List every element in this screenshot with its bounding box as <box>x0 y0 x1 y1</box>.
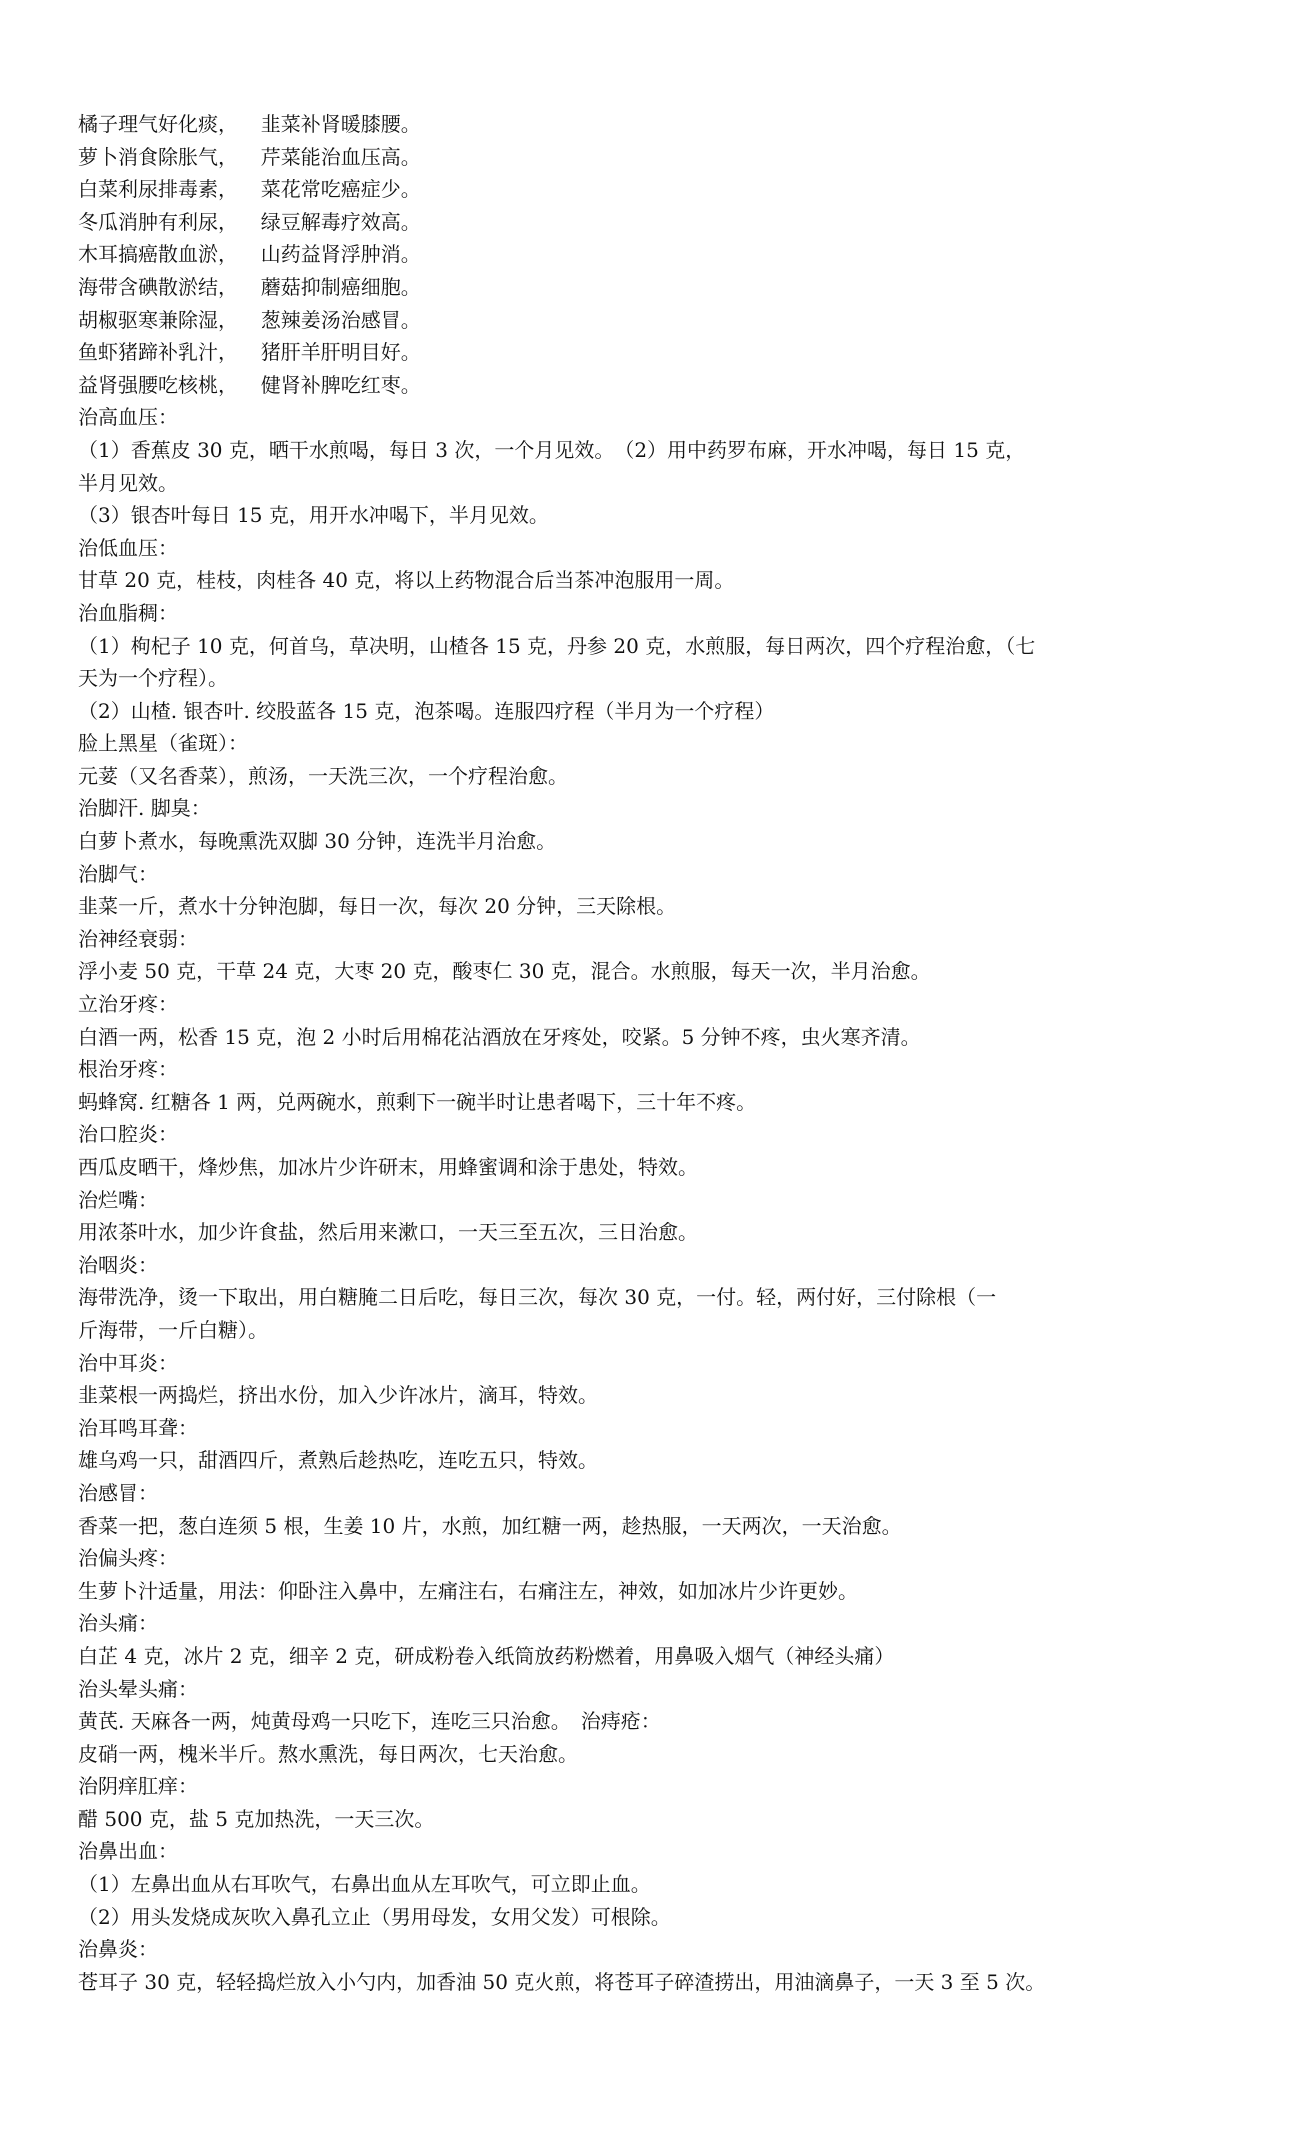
text-line: 西瓜皮晒干，烽炒焦，加冰片少许研末，用蜂蜜调和涂于患处，特效。 <box>78 1155 698 1179</box>
text-line: 治低血压： <box>78 535 178 560</box>
text-line: 脸上黑星（雀斑）： <box>78 731 248 756</box>
document-body <box>78 108 1238 1998</box>
text-line: 黄芪. 天麻各一两，炖黄母鸡一只吃下，连吃三只治愈。 治痔疮： <box>78 1709 661 1734</box>
text-line: 治口腔炎： <box>78 1122 178 1147</box>
text-line: 治感冒： <box>78 1480 158 1505</box>
text-line: 白萝卜煮水，每晚熏洗双脚 30 分钟，连洗半月治愈。 <box>78 829 557 854</box>
text-line: （1）左鼻出血从右耳吹气，右鼻出血从左耳吹气，可立即止血。 <box>78 1872 651 1897</box>
text-line: 治头痛： <box>78 1611 158 1636</box>
text-line: 立治牙疼： <box>78 992 178 1017</box>
text-line: 木耳搞癌散血淤， 山药益肾浮肿消。 <box>78 242 421 267</box>
text-line: 鱼虾猪蹄补乳汁， 猪肝羊肝明目好。 <box>78 340 421 365</box>
text-line: 韭菜根一两捣烂，挤出水份，加入少许冰片，滴耳，特效。 <box>78 1383 598 1408</box>
text-line: 治脚气： <box>78 861 158 886</box>
text-line: 根治牙疼： <box>78 1057 178 1082</box>
text-line: 白菜利尿排毒素， 菜花常吃癌症少。 <box>78 177 421 202</box>
text-line: 海带含碘散淤结， 蘑菇抑制癌细胞。 <box>78 274 421 299</box>
text-line: 治鼻出血： <box>78 1839 178 1864</box>
text-line: 白芷 4 克，冰片 2 克，细辛 2 克，研成粉卷入纸筒放药粉燃着，用鼻吸入烟气（神经头痛） <box>78 1643 895 1668</box>
text-line: （1）香蕉皮 30 克，晒干水煎喝，每日 3 次，一个月见效。 （2）用中药罗布麻，开水冲喝，每日 15 克， <box>78 437 1026 462</box>
text-line: 半月见效。 <box>78 470 178 495</box>
text-line: 天为一个疗程）。 <box>78 666 228 691</box>
text-line: 浮小麦 50 克，干草 24 克，大枣 20 克，酸枣仁 30 克，混合。水煎服，每天一次，半月治愈。 <box>78 959 931 984</box>
text-line: 苍耳子 30 克，轻轻捣烂放入小勺内，加香油 50 克火煎，将苍耳子碎渣捞出，用油滴鼻子，一天 3 至 5 次。 <box>78 1969 1046 1994</box>
text-line: 皮硝一两，槐米半斤。熬水熏洗，每日两次，七天治愈。 <box>78 1741 578 1766</box>
text-line: 甘草 20 克，桂枝，肉桂各 40 克，将以上药物混合后当茶冲泡服用一周。 <box>78 568 735 593</box>
text-line: 橘子理气好化痰， 韭菜补肾暖膝腰。 <box>78 112 421 136</box>
text-line: 萝卜消食除胀气， 芹菜能治血压高。 <box>78 144 421 169</box>
text-line: 雄乌鸡一只，甜酒四斤，煮熟后趁热吃，连吃五只，特效。 <box>78 1448 598 1473</box>
text-line: 治阴痒肛痒： <box>78 1774 198 1799</box>
text-line: 香菜一把，葱白连须 5 根，生姜 10 片，水煎，加红糖一两，趁热服，一天两次，一天治愈。 <box>78 1513 902 1538</box>
text-line: 白酒一两，松香 15 克，泡 2 小时后用棉花沾酒放在牙疼处，咬紧。5 分钟不疼，虫火寒齐清。 <box>78 1024 921 1049</box>
text-line: （1）枸杞子 10 克，何首乌，草决明，山楂各 15 克，丹参 20 克，水煎服，每日两次，四个疗程治愈，（七 <box>78 633 1036 658</box>
text-line: 治中耳炎： <box>78 1350 178 1375</box>
text-line: 治血脂稠： <box>78 600 178 625</box>
text-line: 用浓茶叶水，加少许食盐，然后用来漱口，一天三至五次，三日治愈。 <box>78 1220 698 1245</box>
text-line: 斤海带，一斤白糖）。 <box>78 1317 268 1342</box>
text-line: 治神经衰弱： <box>78 926 198 951</box>
text-line: 治头晕头痛： <box>78 1676 198 1701</box>
text-line: 生萝卜汁适量，用法：仰卧注入鼻中，左痛注右，右痛注左，神效，如加冰片少许更妙。 <box>78 1578 858 1603</box>
text-line: （2）用头发烧成灰吹入鼻孔立止（男用母发，女用父发）可根除。 <box>78 1904 671 1929</box>
text-line: （2）山楂. 银杏叶. 绞股蓝各 15 克，泡茶喝。连服四疗程（半月为一个疗程） <box>78 698 775 723</box>
text-line: 治偏头疼： <box>78 1546 178 1571</box>
text-line: 元荽（又名香菜），煎汤，一天洗三次，一个疗程治愈。 <box>78 763 568 788</box>
text-line: 治烂嘴： <box>78 1187 158 1212</box>
text-line: 治咽炎： <box>78 1252 158 1277</box>
text-line: 醋 500 克，盐 5 克加热洗，一天三次。 <box>78 1806 435 1831</box>
text-line: 治耳鸣耳聋： <box>78 1415 198 1440</box>
text-line: 治高血压： <box>78 405 178 430</box>
text-line: 蚂蜂窝. 红糖各 1 两，兑两碗水，煎剩下一碗半时让患者喝下，三十年不疼。 <box>78 1089 757 1114</box>
text-line: 海带洗净，烫一下取出，用白糖腌二日后吃，每日三次，每次 30 克，一付。轻，两付好，三付除根（一 <box>78 1285 997 1310</box>
text-line: （3）银杏叶每日 15 克，用开水冲喝下，半月见效。 <box>78 503 549 528</box>
text-line: 胡椒驱寒兼除湿， 葱辣姜汤治感冒。 <box>78 307 421 332</box>
text-line: 治脚汗. 脚臭： <box>78 796 211 821</box>
text-line: 冬瓜消肿有利尿， 绿豆解毒疗效高。 <box>78 209 421 234</box>
text-line: 韭菜一斤，煮水十分钟泡脚，每日一次，每次 20 分钟，三天除根。 <box>78 894 677 919</box>
text-line: 益肾强腰吃核桃， 健肾补脾吃红枣。 <box>78 372 421 397</box>
text-line: 治鼻炎： <box>78 1937 158 1962</box>
